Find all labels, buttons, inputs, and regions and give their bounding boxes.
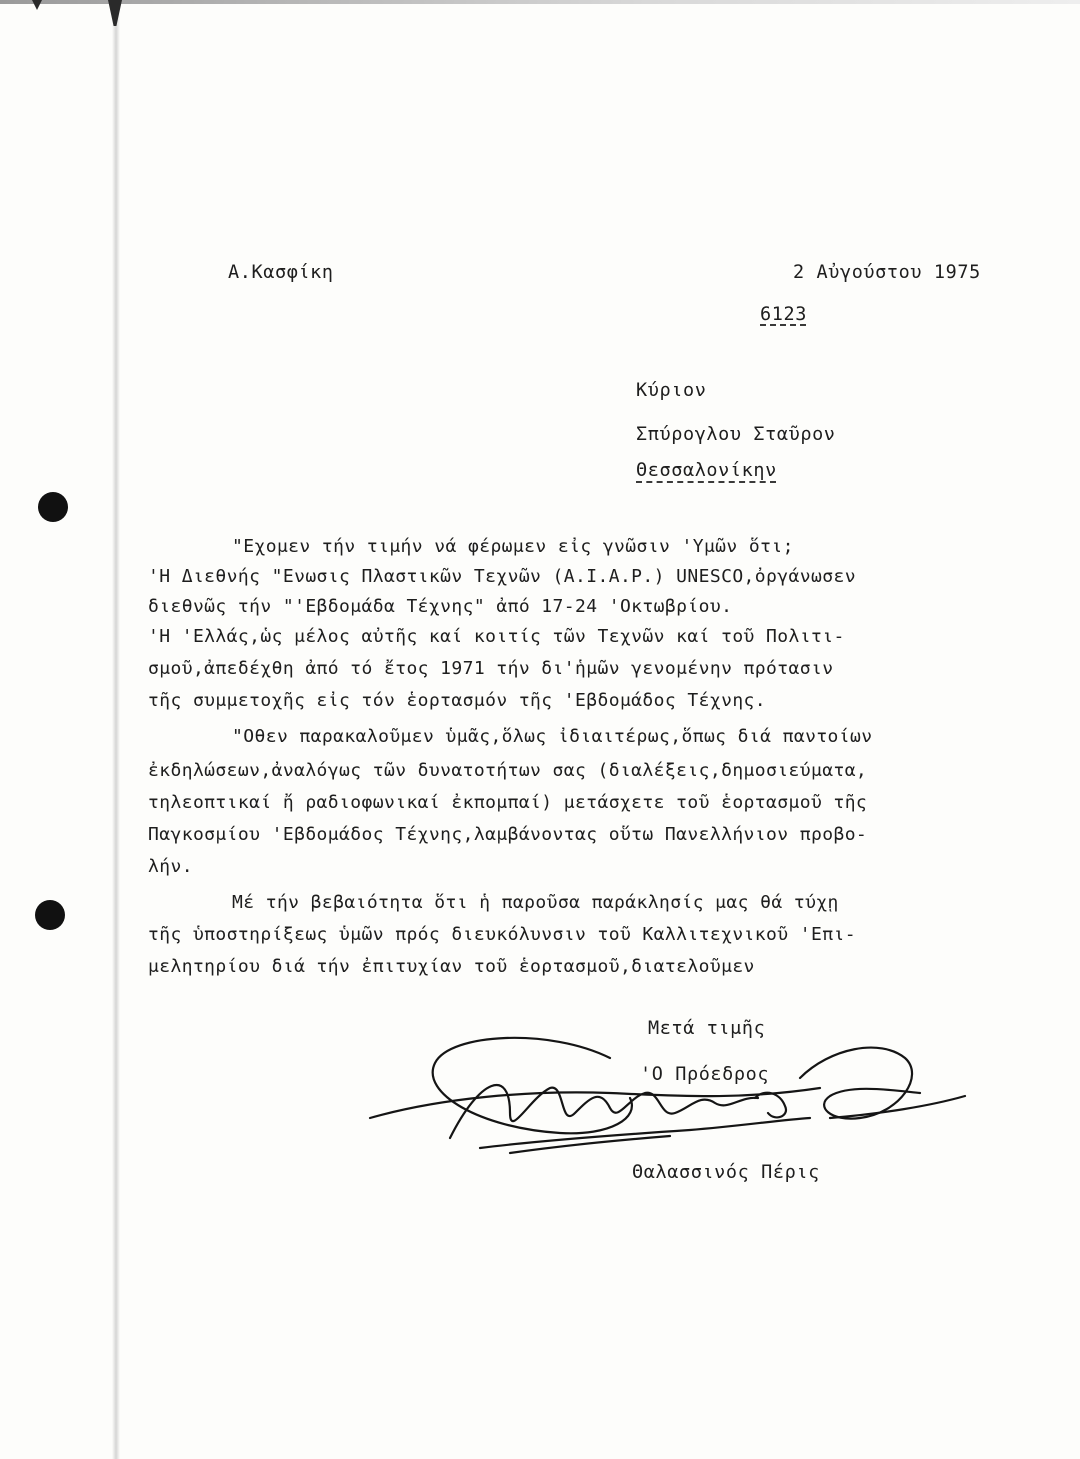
body-line: 'Η 'Ελλάς,ὡς μέλος αὐτῆς καί κοιτίς τῶν Τεχνῶν καί τοῦ Πολιτι-: [148, 626, 845, 647]
body-line: Παγκοσμίου 'Εβδομάδος Τέχνης,λαμβάνοντας οὕτω Πανελλήνιον προβο-: [148, 824, 868, 845]
body-line: λήν.: [148, 856, 193, 877]
body-line: τῆς ὑποστηρίξεως ὑμῶν πρός διευκόλυνσιν τοῦ Καλλιτεχνικοῦ 'Επι-: [148, 924, 856, 945]
punch-hole-icon: [35, 900, 65, 930]
staple-mark-small-icon: [32, 0, 42, 10]
signatory-title: 'Ο Πρόεδρος: [640, 1064, 770, 1085]
recipient-city: Θεσσαλονίκην: [636, 460, 777, 481]
body-line: σμοῦ,ἀπεδέχθη ἀπό τό ἔτος 1971 τήν δι'ἡμῶν γενομένην πρότασιν: [148, 658, 834, 679]
body-line: Μέ τήν βεβαιότητα ὅτι ἡ παροῦσα παράκλησίς μας θά τύχῃ: [232, 892, 839, 913]
letter-date: 2 Αὐγούστου 1975: [793, 262, 981, 283]
body-line: ἐκδηλώσεων,ἀναλόγως τῶν δυνατοτήτων σας (διαλέξεις,δημοσιεύματα,: [148, 760, 868, 781]
signatory-name: Θαλασσινός Πέρις: [632, 1162, 820, 1183]
sender-name: Α.Κασφίκη: [228, 262, 334, 283]
body-line: μελητηρίου διά τήν ἐπιτυχίαν τοῦ ἑορτασμοῦ,διατελοῦμεν: [148, 956, 755, 977]
body-line: "Εχομεν τήν τιμήν νά φέρωμεν εἰς γνῶσιν 'Υμῶν ὅτι;: [232, 536, 794, 557]
punch-hole-icon: [38, 492, 68, 522]
closing-formula: Μετά τιμῆς: [648, 1018, 766, 1039]
recipient-salutation: Κύριον: [636, 380, 707, 401]
body-line: "Οθεν παρακαλοῦμεν ὑμᾶς,ὅλως ἰδιαιτέρως,ὅπως διά παντοίων: [232, 726, 873, 747]
body-line: τηλεοπτικαί ἤ ραδιοφωνικαί ἐκπομπαί) μετάσχετε τοῦ ἑορτασμοῦ τῆς: [148, 792, 868, 813]
top-edge-shadow: [0, 0, 1080, 4]
reference-number: 6123: [760, 304, 807, 325]
body-line: τῆς συμμετοχῆς εἰς τόν ἑορτασμόν τῆς 'Εβδομάδος Τέχνης.: [148, 690, 767, 711]
recipient-name: Σπύρογλου Σταῦρον: [636, 424, 836, 445]
body-line: διεθνῶς τήν "'Εβδομάδα Τέχνης" ἀπό 17-24 'Οκτωβρίου.: [148, 596, 733, 617]
left-fold-shadow: [112, 0, 120, 1459]
body-line: 'Η Διεθνής "Ενωσις Πλαστικῶν Τεχνῶν (Α.Ι.Α.Ρ.) UNESCO,ὀργάνωσεν: [148, 566, 856, 587]
